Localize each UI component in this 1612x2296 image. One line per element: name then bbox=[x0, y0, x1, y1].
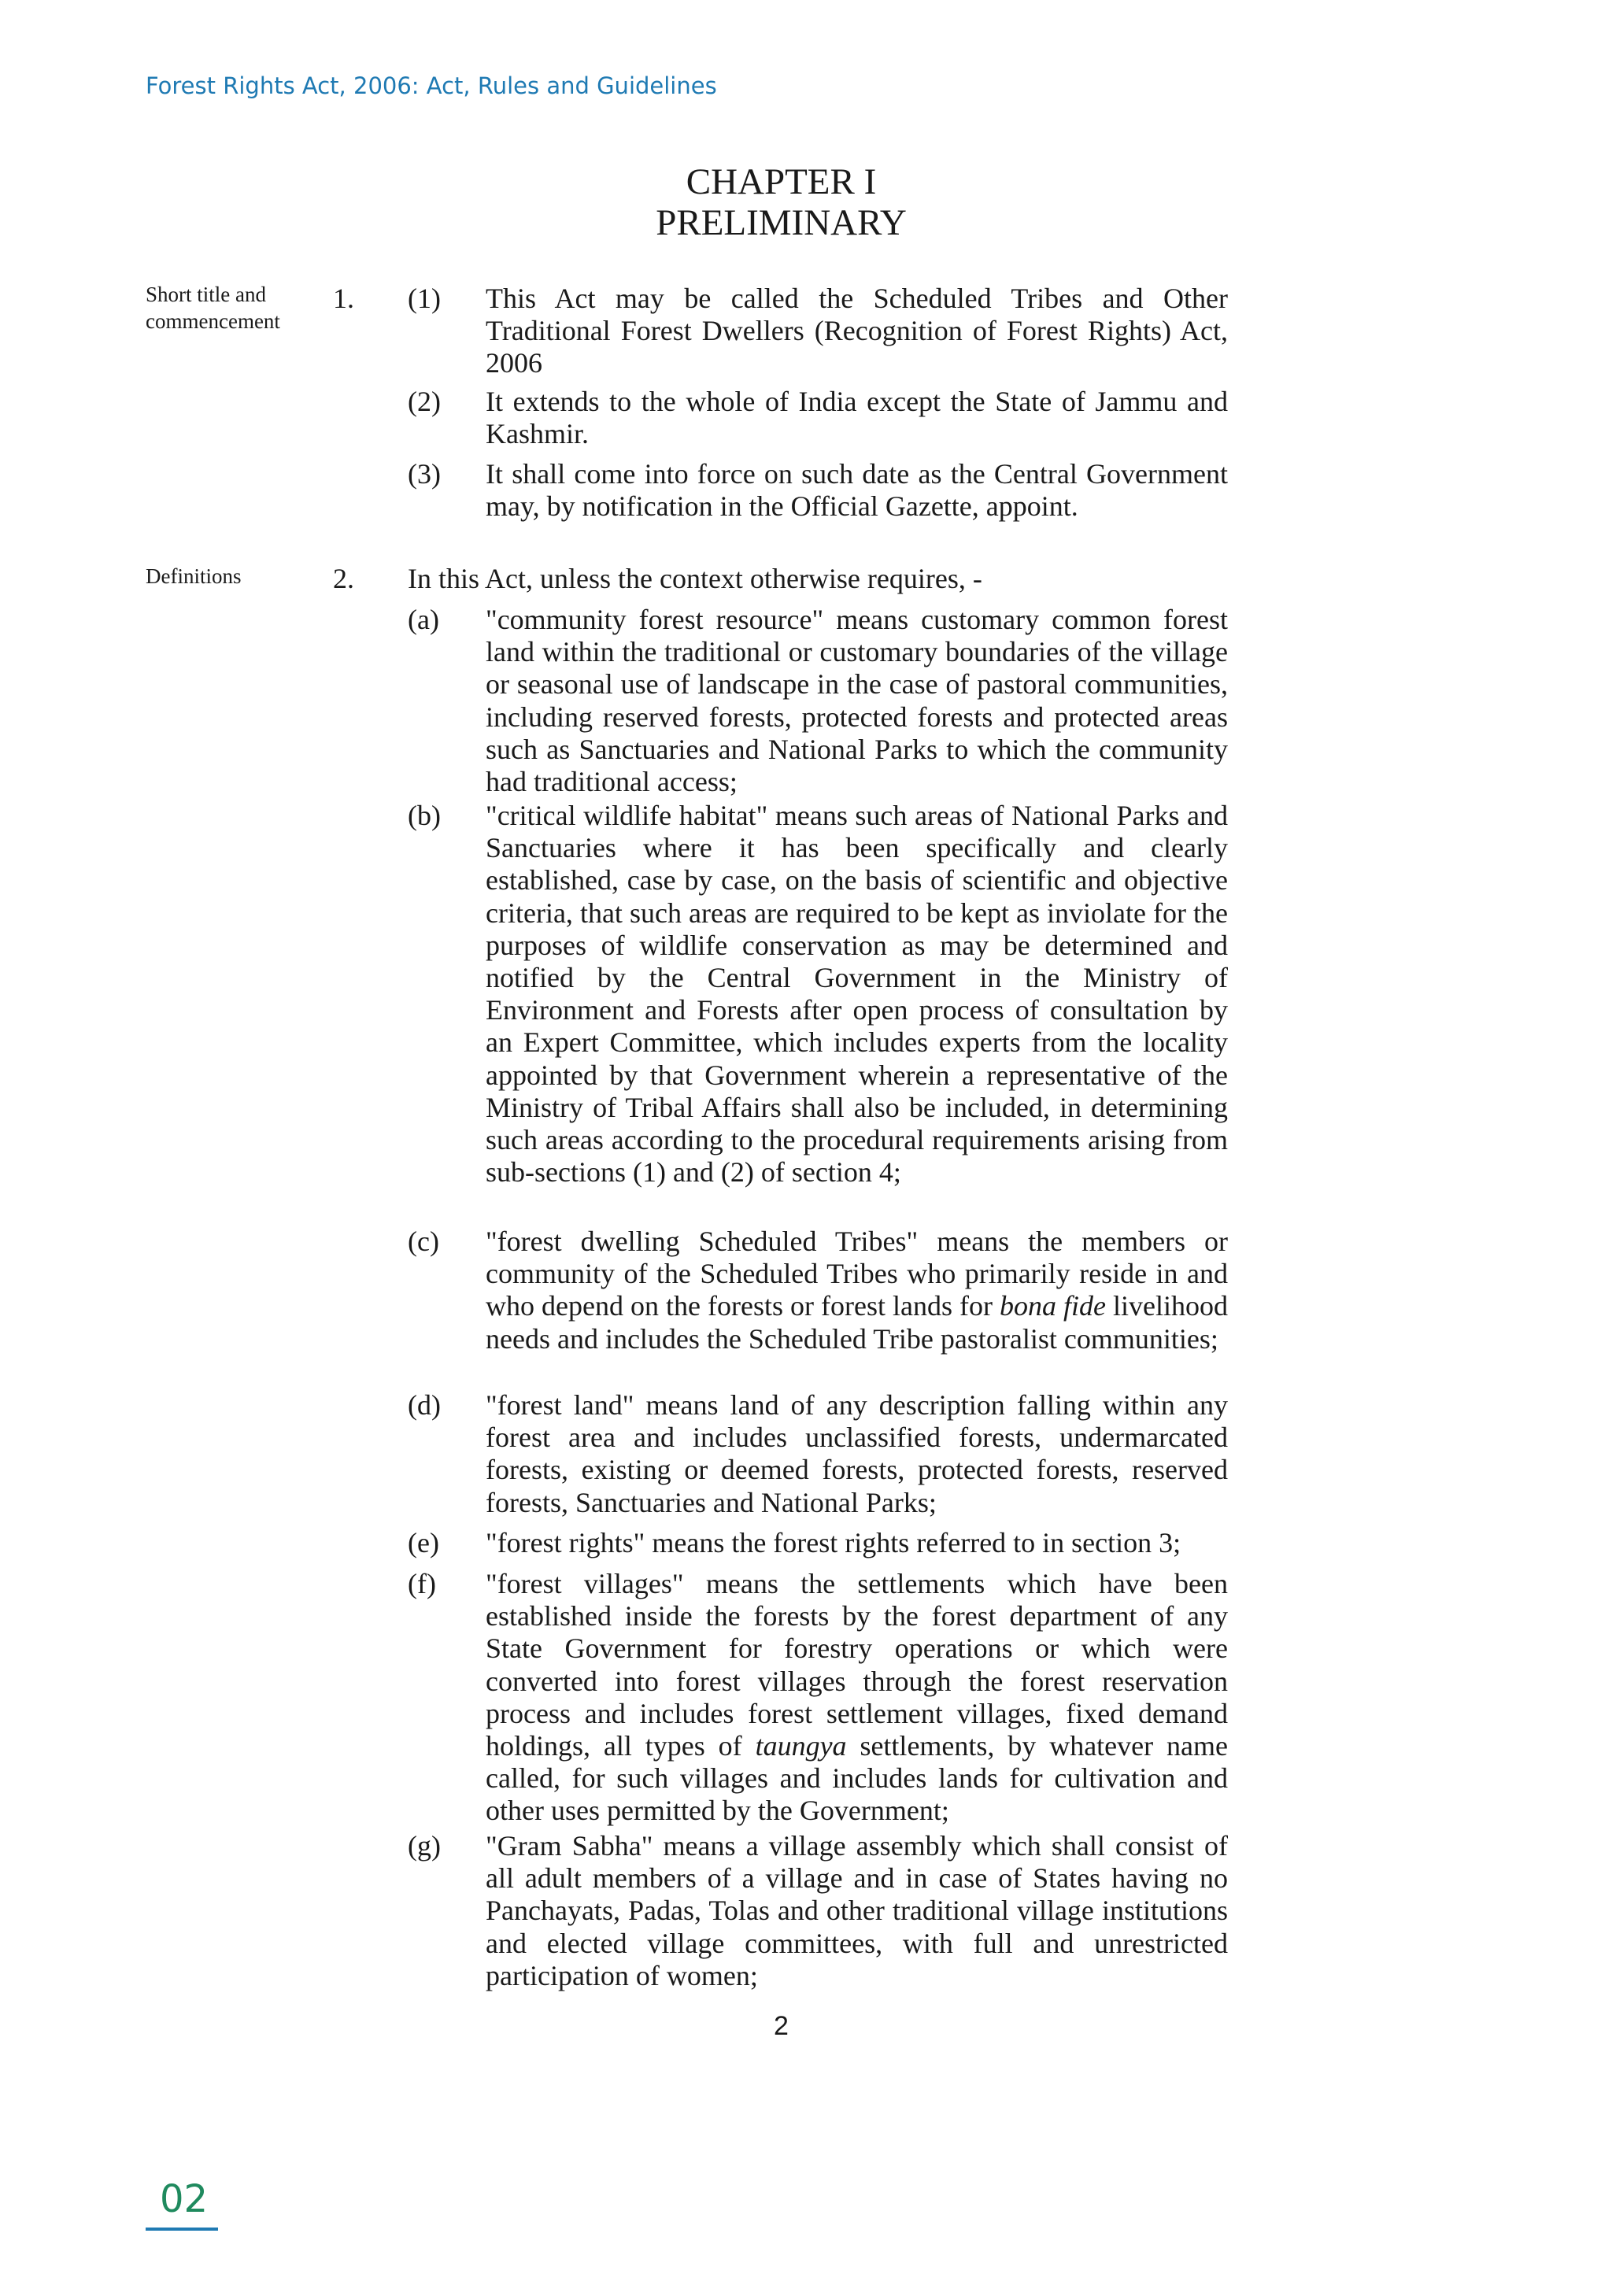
folio-number: 02 bbox=[160, 2177, 209, 2221]
definition-text-f bbox=[486, 1568, 1228, 1828]
definition-text-c bbox=[486, 1226, 1228, 1355]
chapter-heading bbox=[0, 161, 1562, 243]
definition-text-f-part2: settlements, by whatever name called, for such villages and includes lands for cultivation and other uses permitted by the Government; bbox=[486, 1730, 1228, 1827]
clause-text-1-2: It extends to the whole of India except the State of Jammu and Kashmir. bbox=[486, 386, 1228, 450]
definition-text-a: "community forest resource" means customary common forest land within the traditional or customary boundaries of the village or seasonal use of landscape in the case of pastoral communities, including reserved forests, protected forests and protected areas such as Sanctuaries and National Parks to which the community had traditional access; bbox=[486, 604, 1228, 798]
definition-label-e: (e) bbox=[408, 1527, 439, 1558]
definition-label-g: (g) bbox=[408, 1830, 441, 1862]
definition-text-c-part1: "forest dwelling Scheduled Tribes" means the members or community of the Scheduled Tribes who primarily reside in and who depend on the forests or forest lands for bbox=[486, 1226, 1228, 1322]
definition-label-d: (d) bbox=[408, 1389, 441, 1421]
definition-text-b: "critical wildlife habitat" means such areas of National Parks and Sanctuaries where it has been specifically and clearly established, case by case, on the basis of scientific and objective criteria, that such areas are required to be kept as inviolate for the purposes of wildlife conservation as may be determined and notified by the Central Government in the Ministry of Environment and Forests after open process of consultation by an Expert Committee, which includes experts from the locality appointed by that Government wherein a representative of the Ministry of Tribal Affairs shall also be included, in determining such areas according to the procedural requirements arising from sub-sections (1) and (2) of section 4; bbox=[486, 800, 1228, 1189]
definition-text-f-part1: "forest villages" means the settlements which have been established inside the forests by the forest department of any State Government for forestry operations or which were converted into forest villages through the forest reservation process and includes forest settlement villages, fixed demand holdings, all types of bbox=[486, 1568, 1228, 1762]
definition-text-c-part2: livelihood needs and includes the Scheduled Tribe pastoralist communities; bbox=[486, 1290, 1228, 1355]
page-number: 2 bbox=[774, 2011, 789, 2041]
clause-label-1-3: (3) bbox=[408, 458, 441, 490]
definition-text-c-italic: bona fide bbox=[999, 1290, 1106, 1322]
clause-label-1-1: (1) bbox=[408, 283, 441, 314]
folio-underline bbox=[146, 2228, 218, 2231]
definition-text-f-italic: taungya bbox=[755, 1730, 847, 1762]
clause-text-1-1: This Act may be called the Scheduled Tribes and Other Traditional Forest Dwellers (Recognition of Forest Rights) Act, 2006 bbox=[486, 283, 1228, 379]
clause-text-1-3: It shall come into force on such date as the Central Government may, by notification in the Official Gazette, appoint. bbox=[486, 458, 1228, 523]
section-number-1: 1. bbox=[333, 283, 354, 314]
definition-label-a: (a) bbox=[408, 604, 439, 635]
margin-note-definitions: Definitions bbox=[146, 564, 242, 588]
definition-label-c: (c) bbox=[408, 1226, 439, 1257]
running-header: Forest Rights Act, 2006: Act, Rules and Guidelines bbox=[146, 72, 717, 99]
definition-text-g: "Gram Sabha" means a village assembly which shall consist of all adult members of a village and in case of States having no Panchayats, Padas, Tolas and other traditional village institutions and elected village committees, with full and unrestricted participation of women; bbox=[486, 1830, 1228, 1991]
clause-label-1-2: (2) bbox=[408, 386, 441, 417]
definition-text-d: "forest land" means land of any description falling within any forest area and includes unclassified forests, undermarcated forests, existing or deemed forests, protected forests, reserved forests, Sanctuaries and National Parks; bbox=[486, 1389, 1228, 1518]
definition-text-e: "forest rights" means the forest rights referred to in section 3; bbox=[486, 1527, 1181, 1558]
section-2-lead: In this Act, unless the context otherwise requires, - bbox=[408, 563, 982, 594]
chapter-title: PRELIMINARY bbox=[656, 202, 907, 243]
section-number-2: 2. bbox=[333, 563, 354, 594]
margin-note-short-title: Short title and commencement bbox=[146, 283, 280, 333]
definition-label-b: (b) bbox=[408, 800, 441, 831]
chapter-number: CHAPTER I bbox=[686, 161, 877, 202]
definition-label-f: (f) bbox=[408, 1568, 436, 1599]
